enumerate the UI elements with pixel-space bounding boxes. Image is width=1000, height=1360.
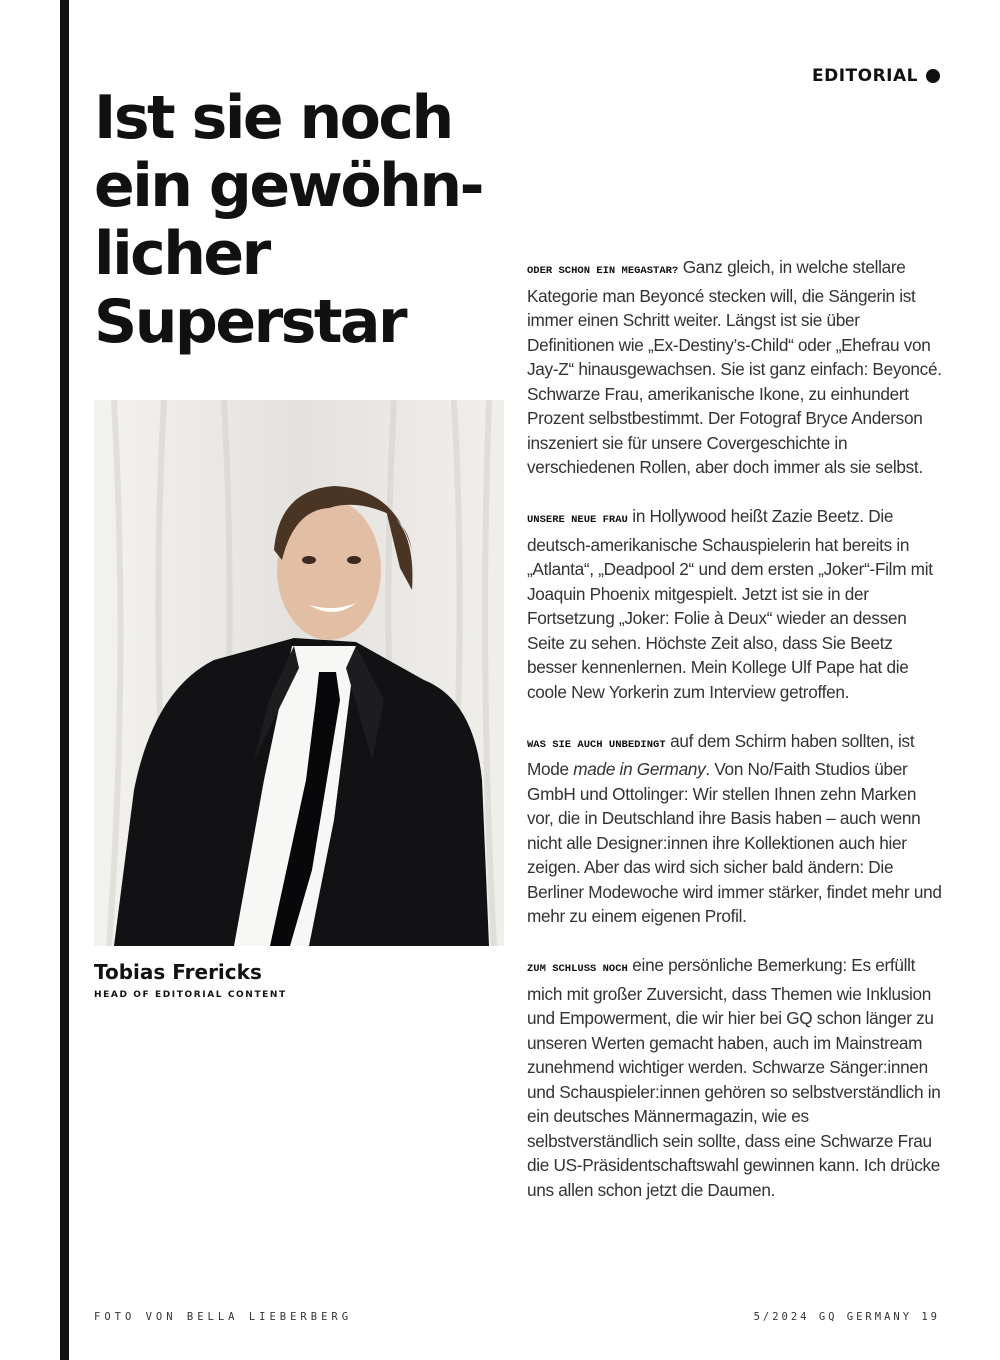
headline-line: Superstar bbox=[94, 287, 406, 357]
body-paragraph bbox=[527, 729, 942, 929]
paragraph-lead-in: ODER SCHON EIN MEGASTAR? bbox=[527, 265, 679, 277]
author-portrait-photo bbox=[94, 400, 504, 946]
photo-credit: FOTO VON BELLA LIEBERBERG bbox=[94, 1311, 353, 1323]
editorial-body bbox=[527, 255, 942, 1227]
paragraph-emphasis: made in Germany bbox=[573, 759, 706, 779]
section-tag-label: EDITORIAL bbox=[811, 66, 918, 86]
paragraph-text: eine persönliche Bemerkung: Es erfüllt mich mit großer Zuversicht, dass Themen wie Inklusion und Empowerment, die wir hier bei GQ schon länger zu unseren Werten gemacht haben, auch im Mainstream zunehmend wichtiger werden. Schwarze Sänger:innen und Schauspieler:innen gehören so selbstverständlich in ein deutsches Männermagazin, wie es selbstverständlich sein sollte, dass eine Schwarze Frau die US-Präsidentschaftswahl gewinnen kann. Ich drücke uns allen schon jetzt die Daumen. bbox=[527, 955, 941, 1200]
author-role: HEAD OF EDITORIAL CONTENT bbox=[94, 990, 287, 1000]
paragraph-lead-in: WAS SIE AUCH UNBEDINGT bbox=[527, 738, 666, 751]
headline-line: Ist sie noch bbox=[94, 83, 452, 153]
headline-line: licher bbox=[94, 219, 269, 289]
body-paragraph bbox=[527, 953, 942, 1202]
paragraph-text: auf dem Schirm haben sollten, ist Mode bbox=[527, 730, 915, 779]
paragraph-text: . Von No/Faith Studios über GmbH und Ottolinger: Wir stellen Ihnen zehn Marken vor, die in Deutschland ihre Basis haben – auch wenn nicht alle Designer:innen ihre Kollektionen auch hier zeigen. Aber das wird sich sicher bald ändern: Die Berliner Modewoche wird immer stärker, findet mehr und mehr zu einem eigenen Profil. bbox=[527, 759, 942, 926]
section-tag bbox=[812, 66, 940, 86]
paragraph-text: Ganz gleich, in welche stellare Kategorie man Beyoncé stecken will, die Sängerin ist immer einen Schritt weiter. Längst ist sie über Definitionen wie „Ex-Destiny’s-Child“ oder „Ehefrau von Jay-Z“ hinausgewachsen. Sie ist ganz einfach: Beyoncé. Schwarze Frau, amerikanische Ikone, zu einhundert Prozent selbstbestimmt. Der Fotograf Bryce Anderson inszeniert sie für unsere Covergeschichte in verschiedenen Rollen, aber doch immer als sie selbst. bbox=[527, 257, 942, 477]
page-spine-bar bbox=[60, 0, 69, 1360]
page-title bbox=[94, 84, 574, 356]
body-paragraph bbox=[527, 255, 942, 480]
page-folio: 5/2024 GQ GERMANY 19 bbox=[753, 1311, 940, 1323]
paragraph-lead-in: UNSERE NEUE FRAU bbox=[527, 514, 628, 526]
headline-line: ein gewöhn- bbox=[94, 151, 482, 221]
portrait-photo-icon bbox=[94, 400, 504, 946]
paragraph-lead-in: ZUM SCHLUSS NOCH bbox=[527, 963, 628, 975]
bullet-dot-icon bbox=[926, 69, 940, 83]
paragraph-text: in Hollywood heißt Zazie Beetz. Die deutsch-amerikanische Schauspielerin hat bereits in „Atlanta“, „Deadpool 2“ und dem ersten „Joker“-Film mit Joaquin Phoenix mitgespielt. Jetzt ist sie in der Fortsetzung „Joker: Folie à Deux“ wieder an dessen Seite zu sehen. Höchste Zeit also, dass Sie Beetz besser kennenlernen. Mein Kollege Ulf Pape hat die coole New Yorkerin zum Interview getroffen. bbox=[527, 506, 933, 702]
author-name: Tobias Frericks bbox=[94, 960, 262, 984]
body-paragraph bbox=[527, 504, 942, 704]
